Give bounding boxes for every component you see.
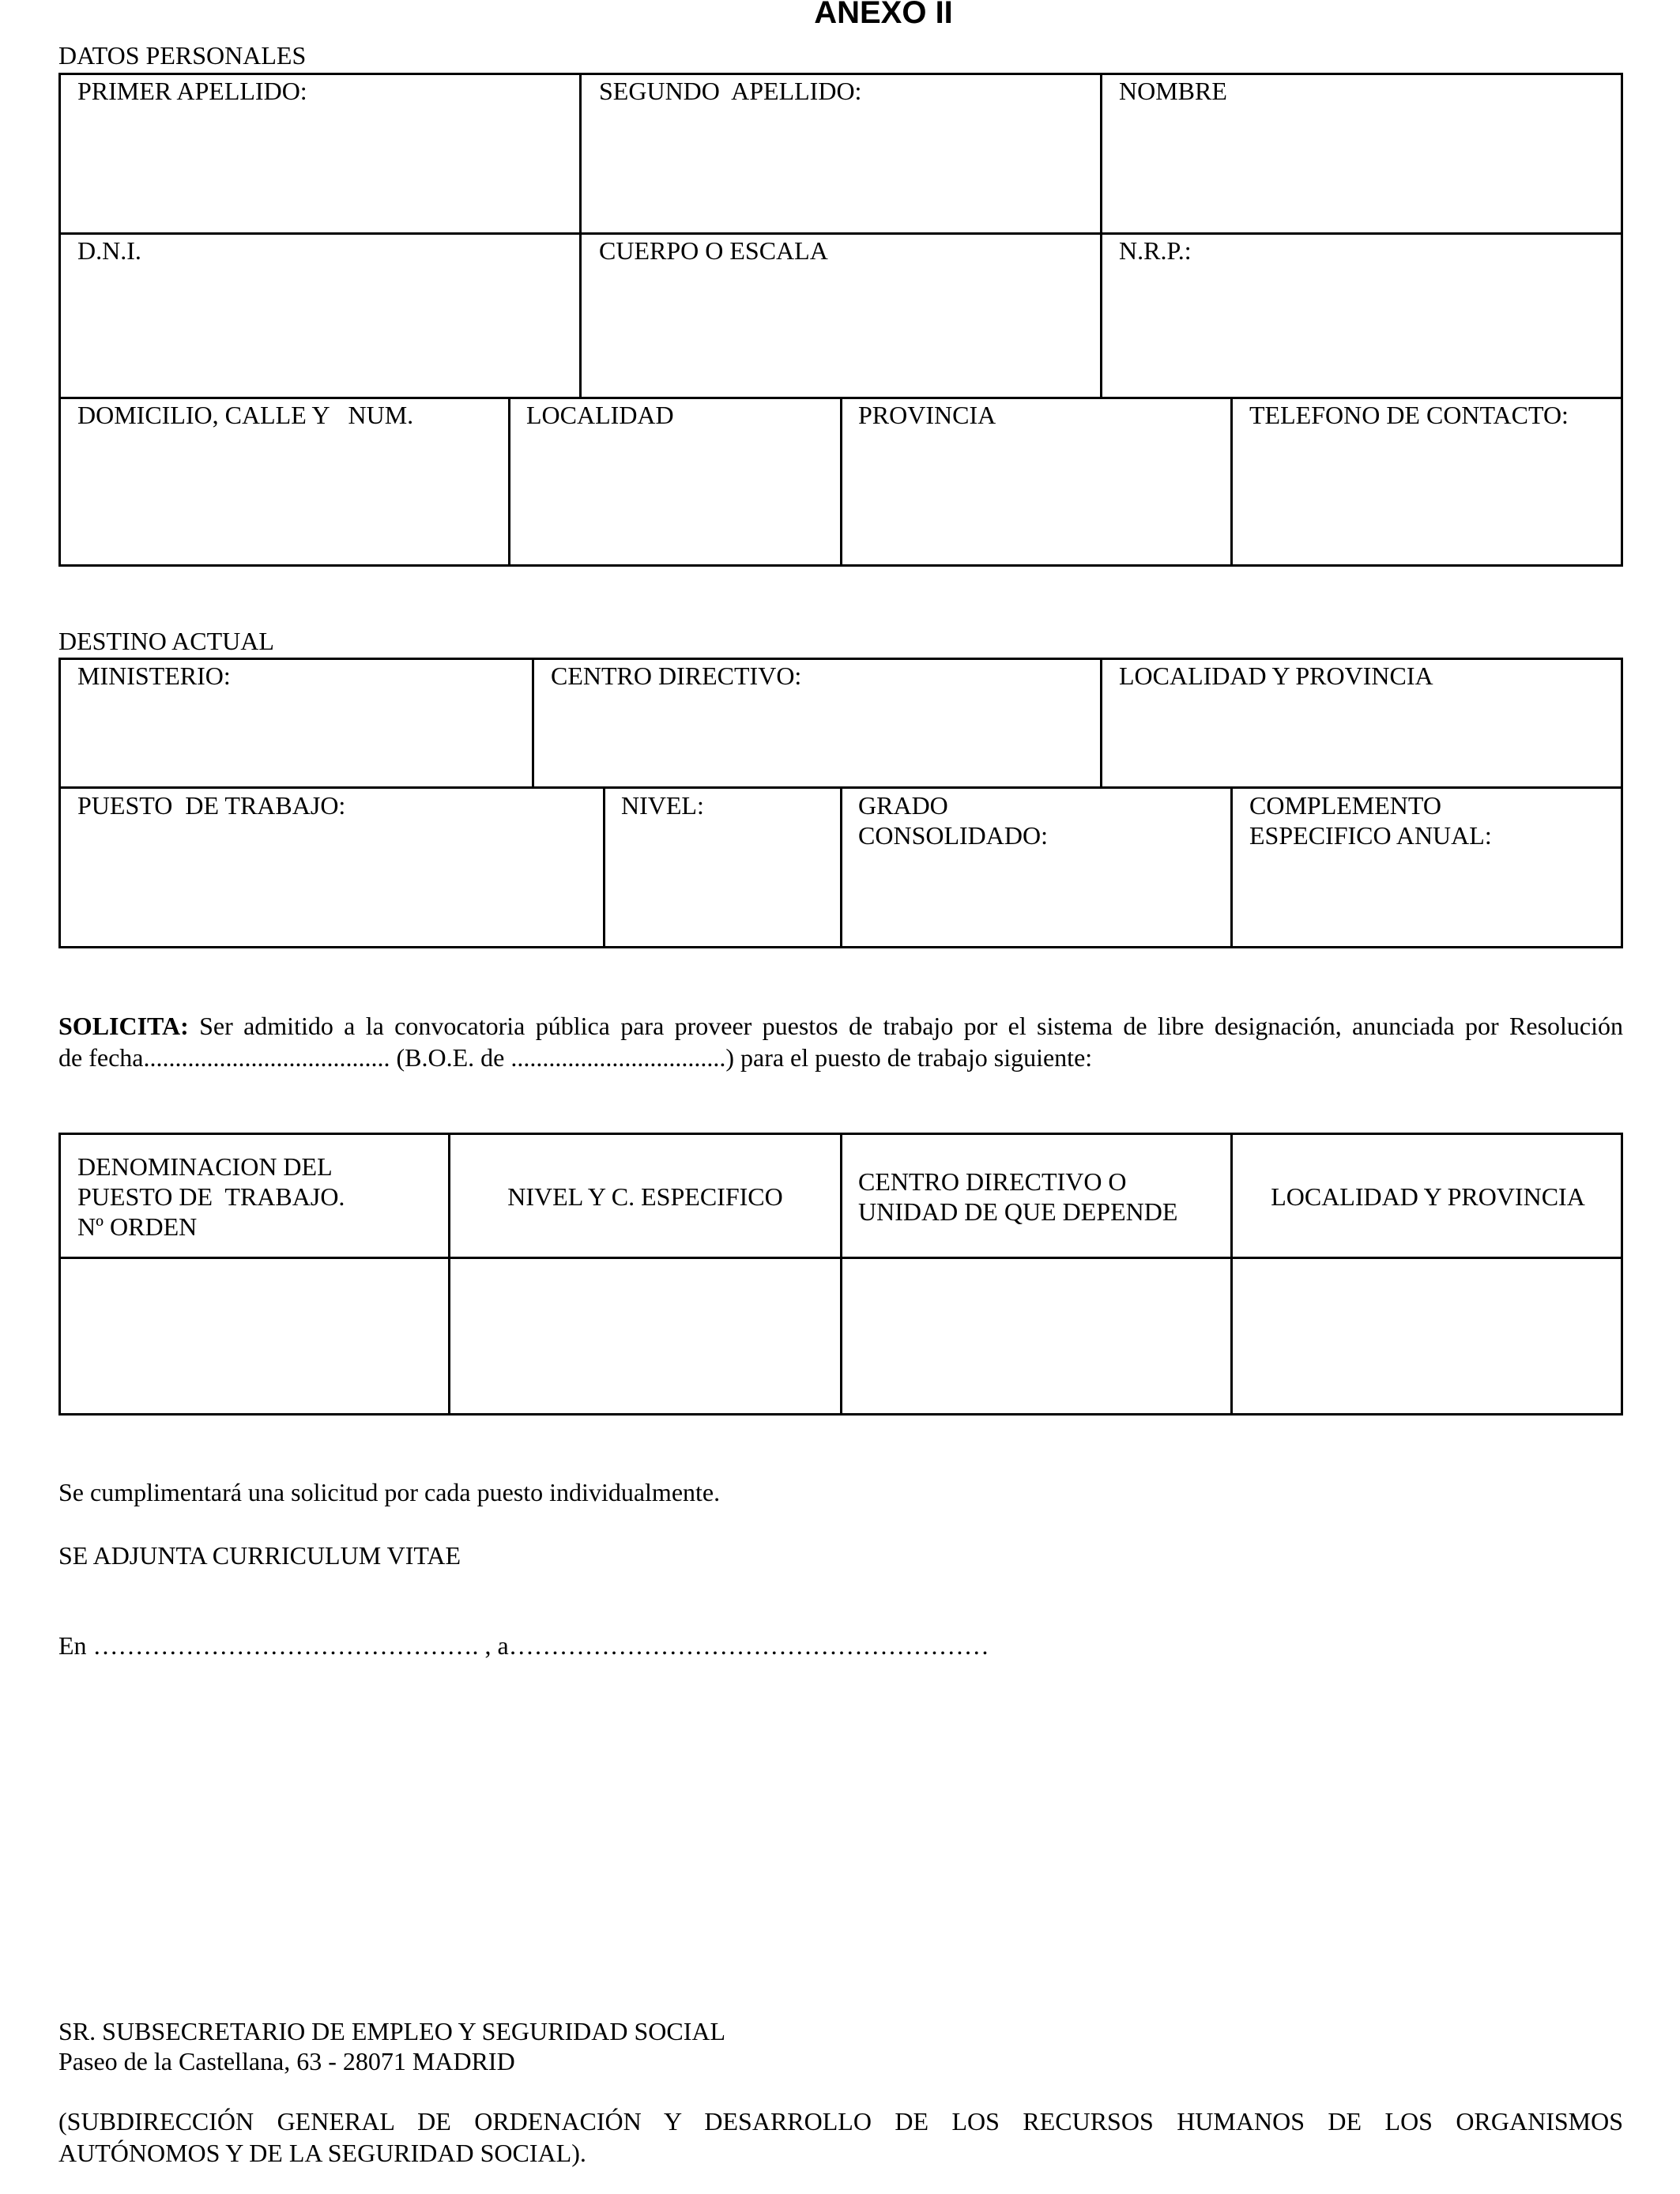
addressee-line-2: Paseo de la Castellana, 63 - 28071 MADRID: [58, 2047, 515, 2075]
column-divider: [1230, 397, 1233, 566]
column-divider: [1100, 658, 1102, 788]
column-divider: [579, 73, 582, 398]
subdireccion-line-2: AUTÓNOMOS Y DE LA SEGURIDAD SOCIAL).: [58, 2139, 586, 2167]
field-domicilio[interactable]: DOMICILIO, CALLE Y NUM.: [77, 401, 414, 429]
field-cuerpo-escala[interactable]: CUERPO O ESCALA: [599, 236, 828, 265]
field-grado-consolidado[interactable]: GRADO CONSOLIDADO:: [858, 791, 1048, 850]
column-divider: [1100, 73, 1102, 398]
header-nivel-especifico: NIVEL Y C. ESPECIFICO: [507, 1182, 783, 1211]
solicita-text-2: de fecha....................................... (B.O.E. de ..................................) para el puesto de trabajo siguiente:: [58, 1043, 1093, 1072]
addressee-line-1: SR. SUBSECRETARIO DE EMPLEO Y SEGURIDAD SOCIAL: [58, 2017, 726, 2045]
field-centro-directivo[interactable]: CENTRO DIRECTIVO:: [551, 662, 802, 690]
field-nivel[interactable]: NIVEL:: [621, 791, 704, 820]
row-divider: [58, 232, 1623, 235]
field-complemento-especifico[interactable]: COMPLEMENTO ESPECIFICO ANUAL:: [1249, 791, 1492, 850]
field-dni[interactable]: D.N.I.: [77, 236, 141, 265]
column-divider: [532, 658, 534, 788]
field-nrp[interactable]: N.R.P.:: [1119, 236, 1192, 265]
field-telefono[interactable]: TELEFONO DE CONTACTO:: [1249, 401, 1569, 429]
field-puesto-trabajo[interactable]: PUESTO DE TRABAJO:: [77, 791, 346, 820]
field-localidad[interactable]: LOCALIDAD: [526, 401, 674, 429]
column-divider: [508, 397, 510, 566]
field-localidad-provincia[interactable]: LOCALIDAD Y PROVINCIA: [1119, 662, 1433, 690]
input-localidad-provincia[interactable]: [1233, 1259, 1621, 1414]
column-divider: [603, 786, 605, 948]
solicita-label: SOLICITA:: [58, 1012, 189, 1040]
document-title: ANEXO II: [814, 0, 953, 30]
field-primer-apellido[interactable]: PRIMER APELLIDO:: [77, 77, 307, 105]
field-provincia[interactable]: PROVINCIA: [858, 401, 996, 429]
input-nivel-especifico[interactable]: [450, 1259, 840, 1414]
column-divider: [840, 786, 842, 948]
place-date-line[interactable]: En ………………………………………. , a…………………………………………………: [58, 1631, 989, 1660]
subdireccion-line-1: (SUBDIRECCIÓN GENERAL DE ORDENACIÓN Y DESARROLLO DE LOS RECURSOS HUMANOS DE LOS ORGANISMOS: [58, 2107, 1623, 2136]
header-localidad-provincia: LOCALIDAD Y PROVINCIA: [1271, 1182, 1585, 1211]
section-title-datos-personales: DATOS PERSONALES: [58, 41, 307, 70]
header-centro-directivo: CENTRO DIRECTIVO O UNIDAD DE QUE DEPENDE: [858, 1167, 1178, 1226]
field-segundo-apellido[interactable]: SEGUNDO APELLIDO:: [599, 77, 862, 105]
note-adjunta-cv: SE ADJUNTA CURRICULUM VITAE: [58, 1541, 461, 1570]
note-individual: Se cumplimentará una solicitud por cada puesto individualmente.: [58, 1478, 721, 1506]
field-ministerio[interactable]: MINISTERIO:: [77, 662, 231, 690]
field-nombre[interactable]: NOMBRE: [1119, 77, 1227, 105]
solicita-line-1: [58, 1010, 1623, 1042]
solicita-text-1: Ser admitido a la convocatoria pública para proveer puestos de trabajo por el sistema de libre designación, anunciada por Resolución: [199, 1012, 1624, 1040]
column-divider: [1230, 786, 1233, 948]
header-denominacion-puesto: DENOMINACION DEL PUESTO DE TRABAJO. Nº ORDEN: [77, 1152, 345, 1241]
column-divider: [840, 397, 842, 566]
input-denominacion-puesto[interactable]: [61, 1259, 448, 1414]
input-centro-directivo[interactable]: [842, 1259, 1230, 1414]
section-title-destino-actual: DESTINO ACTUAL: [58, 627, 274, 655]
